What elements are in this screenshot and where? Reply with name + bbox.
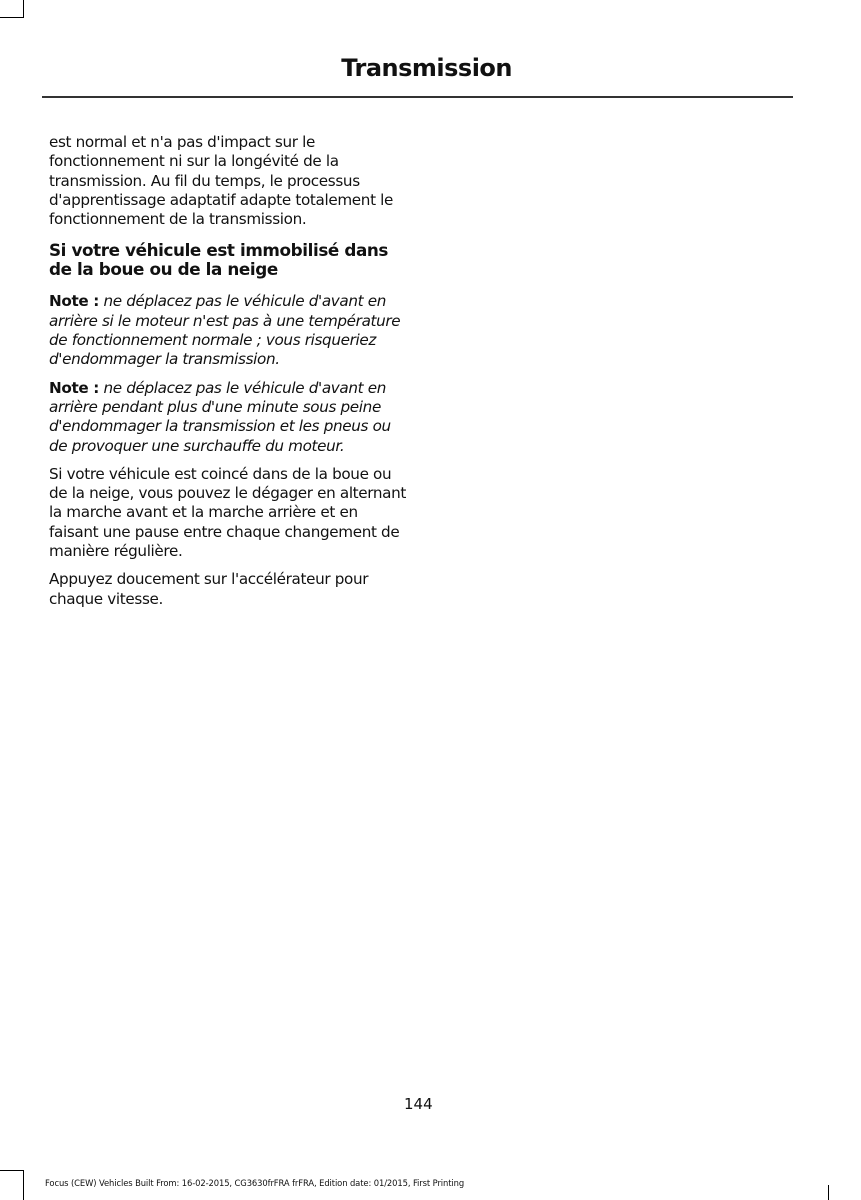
crop-mark-bottom-left-horizontal <box>0 1170 24 1171</box>
crop-mark-top-left-vertical <box>23 0 24 18</box>
header-rule <box>42 96 793 98</box>
crop-mark-bottom-left-vertical <box>23 1170 24 1200</box>
page-title: Transmission <box>341 54 512 82</box>
page-number: 144 <box>404 1095 433 1113</box>
crop-mark-top-left-horizontal <box>0 17 24 18</box>
section-heading: Si votre véhicule est immobilisé dans de la boue ou de la neige <box>49 240 388 280</box>
note-1-label: Note : <box>49 292 99 311</box>
note-1 <box>49 292 409 369</box>
note-2-label: Note : <box>49 378 99 397</box>
crop-mark-bottom-right-vertical <box>828 1185 829 1200</box>
note-2-text: ne déplacez pas le véhicule d'avant en arrière pendant plus d'une minute sous peine d'endommager la transmission et les pneus ou de provoquer une surchauffe du moteur. <box>49 378 391 455</box>
intro-paragraph: est normal et n'a pas d'impact sur le fonctionnement ni sur la longévité de la transmission. Au fil du temps, le processus d'apprentissage adaptatif adapte totalement le fonctionnement de la transmission. <box>49 133 394 229</box>
note-1-text: ne déplacez pas le véhicule d'avant en arrière si le moteur n'est pas à une température de fonctionnement normale ; vous risqueriez d'endommager la transmission. <box>49 292 401 369</box>
note-2 <box>49 379 409 456</box>
stuck-paragraph: Si votre véhicule est coincé dans de la boue ou de la neige, vous pouvez le dégager en alternant la marche avant et la marche arrière et en faisant une pause entre chaque changement de manière régulière. <box>49 464 407 561</box>
accelerator-paragraph: Appuyez doucement sur l'accélérateur pour chaque vitesse. <box>49 570 369 608</box>
content-column <box>49 133 409 618</box>
edition-footer: Focus (CEW) Vehicles Built From: 16-02-2015, CG3630frFRA frFRA, Edition date: 01/2015, First Printing <box>45 1178 465 1188</box>
